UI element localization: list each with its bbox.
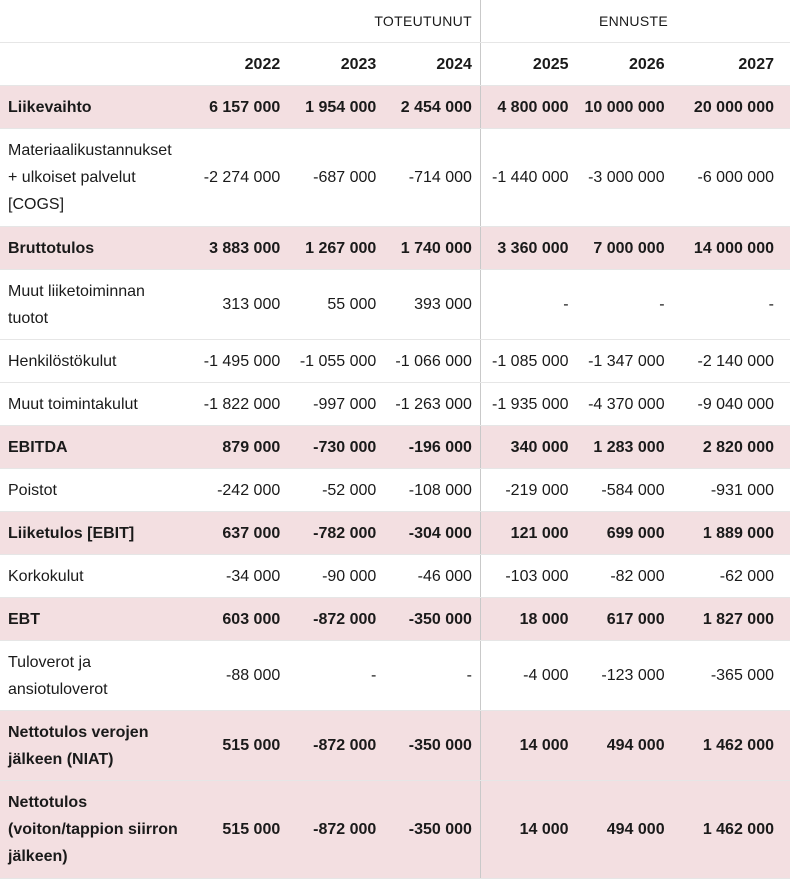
row-muut-tuotot: [0, 270, 790, 340]
row-bruttotulos: [0, 227, 790, 270]
value-2025: -4 000: [480, 641, 576, 711]
value-2026: -82 000: [577, 555, 673, 598]
value-2027: 1 827 000: [673, 598, 790, 641]
value-2025: -: [480, 270, 576, 340]
value-2027: -9 040 000: [673, 383, 790, 426]
row-label: Muut liiketoiminnan tuotot: [0, 270, 192, 340]
value-2025: -1 935 000: [480, 383, 576, 426]
value-2024: -304 000: [384, 512, 480, 555]
year-label-cell: [0, 43, 192, 86]
value-2024: -1 066 000: [384, 340, 480, 383]
value-2022: -88 000: [192, 641, 288, 711]
value-2027: -: [673, 270, 790, 340]
row-label: Poistot: [0, 469, 192, 512]
value-2026: -4 370 000: [577, 383, 673, 426]
value-2023: -872 000: [288, 598, 384, 641]
value-2022: 515 000: [192, 711, 288, 781]
value-2023: -782 000: [288, 512, 384, 555]
row-label: Liiketulos [EBIT]: [0, 512, 192, 555]
actual-group-label: TOTEUTUNUT: [192, 0, 480, 43]
value-2025: -1 085 000: [480, 340, 576, 383]
row-label: Muut toimintakulut: [0, 383, 192, 426]
value-2023: -872 000: [288, 781, 384, 879]
value-2024: -350 000: [384, 598, 480, 641]
row-liikevaihto: [0, 86, 790, 129]
year-2027-header: 2027: [673, 43, 790, 86]
value-2025: 4 800 000: [480, 86, 576, 129]
value-2024: -1 263 000: [384, 383, 480, 426]
row-label: EBT: [0, 598, 192, 641]
value-2026: 617 000: [577, 598, 673, 641]
value-2024: 393 000: [384, 270, 480, 340]
value-2027: 1 889 000: [673, 512, 790, 555]
value-2023: 55 000: [288, 270, 384, 340]
row-label: EBITDA: [0, 426, 192, 469]
row-cogs: [0, 129, 790, 227]
value-2026: -123 000: [577, 641, 673, 711]
year-header-row: [0, 43, 790, 86]
value-2022: -1 495 000: [192, 340, 288, 383]
year-2026-header: 2026: [577, 43, 673, 86]
value-2027: 20 000 000: [673, 86, 790, 129]
value-2026: 699 000: [577, 512, 673, 555]
row-nettotulos-siirron: [0, 781, 790, 879]
row-label: Liikevaihto: [0, 86, 192, 129]
row-ebitda: [0, 426, 790, 469]
value-2022: 879 000: [192, 426, 288, 469]
value-2022: 6 157 000: [192, 86, 288, 129]
value-2026: -: [577, 270, 673, 340]
value-2023: -52 000: [288, 469, 384, 512]
value-2022: 515 000: [192, 781, 288, 879]
value-2022: -1 822 000: [192, 383, 288, 426]
value-2025: 3 360 000: [480, 227, 576, 270]
value-2023: -997 000: [288, 383, 384, 426]
value-2022: 3 883 000: [192, 227, 288, 270]
value-2022: -34 000: [192, 555, 288, 598]
value-2026: 494 000: [577, 781, 673, 879]
value-2027: -365 000: [673, 641, 790, 711]
value-2026: -584 000: [577, 469, 673, 512]
year-2023-header: 2023: [288, 43, 384, 86]
value-2027: -2 140 000: [673, 340, 790, 383]
value-2024: -196 000: [384, 426, 480, 469]
year-2025-header: 2025: [480, 43, 576, 86]
value-2024: -350 000: [384, 711, 480, 781]
value-2024: -46 000: [384, 555, 480, 598]
value-2022: 313 000: [192, 270, 288, 340]
value-2023: -872 000: [288, 711, 384, 781]
row-ebt: [0, 598, 790, 641]
row-label: Bruttotulos: [0, 227, 192, 270]
row-label: Nettotulos verojen jälkeen (NIAT): [0, 711, 192, 781]
value-2024: -350 000: [384, 781, 480, 879]
value-2027: 2 820 000: [673, 426, 790, 469]
value-2022: -242 000: [192, 469, 288, 512]
value-2026: 10 000 000: [577, 86, 673, 129]
value-2025: -103 000: [480, 555, 576, 598]
value-2025: 14 000: [480, 781, 576, 879]
value-2023: 1 267 000: [288, 227, 384, 270]
value-2026: 7 000 000: [577, 227, 673, 270]
value-2026: 1 283 000: [577, 426, 673, 469]
value-2024: -714 000: [384, 129, 480, 227]
value-2025: 18 000: [480, 598, 576, 641]
value-2023: -: [288, 641, 384, 711]
value-2025: 14 000: [480, 711, 576, 781]
row-label: Tuloverot ja ansiotuloverot: [0, 641, 192, 711]
value-2022: 637 000: [192, 512, 288, 555]
value-2025: -1 440 000: [480, 129, 576, 227]
value-2023: -687 000: [288, 129, 384, 227]
year-2022-header: 2022: [192, 43, 288, 86]
row-label: Korkokulut: [0, 555, 192, 598]
value-2027: 1 462 000: [673, 781, 790, 879]
value-2023: -1 055 000: [288, 340, 384, 383]
period-group-header: [0, 0, 790, 43]
corner-cell: [0, 0, 192, 43]
row-tuloverot: [0, 641, 790, 711]
row-poistot: [0, 469, 790, 512]
value-2027: 1 462 000: [673, 711, 790, 781]
value-2022: -2 274 000: [192, 129, 288, 227]
value-2022: 603 000: [192, 598, 288, 641]
value-2025: -219 000: [480, 469, 576, 512]
row-label: Nettotulos (voiton/tappion siirron jälkeen): [0, 781, 192, 879]
value-2026: -3 000 000: [577, 129, 673, 227]
value-2027: 14 000 000: [673, 227, 790, 270]
value-2027: -6 000 000: [673, 129, 790, 227]
row-henkilostokulut: [0, 340, 790, 383]
value-2027: -931 000: [673, 469, 790, 512]
forecast-group-label: ENNUSTE: [480, 0, 790, 43]
row-niat: [0, 711, 790, 781]
value-2024: -108 000: [384, 469, 480, 512]
value-2025: 121 000: [480, 512, 576, 555]
value-2023: -90 000: [288, 555, 384, 598]
row-label: Materiaalikustannukset + ulkoiset palvelut [COGS]: [0, 129, 192, 227]
value-2026: 494 000: [577, 711, 673, 781]
row-ebit: [0, 512, 790, 555]
value-2027: -62 000: [673, 555, 790, 598]
year-2024-header: 2024: [384, 43, 480, 86]
value-2025: 340 000: [480, 426, 576, 469]
row-label: Henkilöstökulut: [0, 340, 192, 383]
value-2024: 1 740 000: [384, 227, 480, 270]
row-korkokulut: [0, 555, 790, 598]
value-2023: 1 954 000: [288, 86, 384, 129]
value-2024: 2 454 000: [384, 86, 480, 129]
value-2026: -1 347 000: [577, 340, 673, 383]
value-2024: -: [384, 641, 480, 711]
value-2023: -730 000: [288, 426, 384, 469]
row-muut-toimintakulut: [0, 383, 790, 426]
